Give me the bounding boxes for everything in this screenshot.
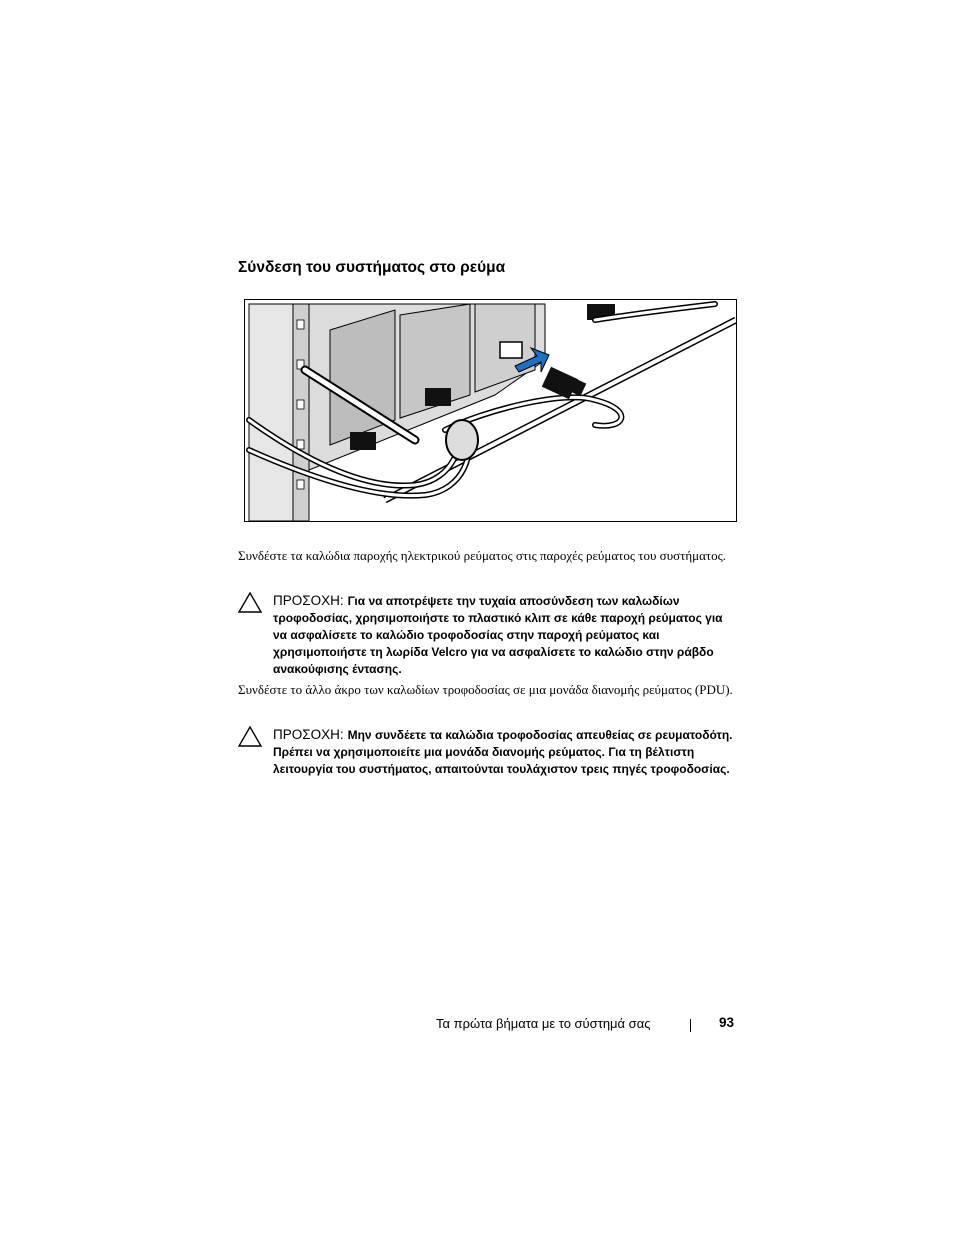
plug-2 [425, 388, 451, 406]
caution-text: Μην συνδέετε τα καλώδια τροφοδοσίας απευθείας σε ρευματοδότη. Πρέπει να χρησιμοποιείτε μια μονάδα διανομής ρεύματος. Για τη βέλτιστη λειτουργία του συστήματος, απαιτούνται τουλάχιστον τρεις πηγές τροφοδοσίας. [273, 728, 733, 776]
plug-1 [350, 432, 376, 450]
caution-notice-1 [238, 592, 738, 678]
footer-separator [690, 1019, 691, 1032]
instruction-paragraph-2: Συνδέστε το άλλο άκρο των καλωδίων τροφοδοσίας σε μια μονάδα διανομής ρεύματος (PDU). [238, 682, 733, 697]
caution-label: ΠΡΟΣΟΧΗ: [273, 727, 344, 742]
caution-triangle-icon [238, 592, 262, 613]
instruction-paragraph-1: Συνδέστε τα καλώδια παροχής ηλεκτρικού ρεύματος στις παροχές ρεύματος του συστήματος. [238, 548, 727, 563]
caution-text: Για να αποτρέψετε την τυχαία αποσύνδεση των καλωδίων τροφοδοσίας, χρησιμοποιήστε το πλαστικό κλιπ σε κάθε παροχή ρεύματος για να ασφαλίσετε το καλώδιο τροφοδοσίας στην παροχή ρεύματος και χρησιμοποιήστε τη λωρίδα Velcro για να ασφαλίσετε το καλώδιο στην ράβδο ανακούφισης έντασης. [273, 594, 723, 676]
section-heading: Σύνδεση του συστήματος στο ρεύμα [238, 259, 506, 276]
footer-chapter-title: Τα πρώτα βήματα με το σύστημά σας [436, 1016, 651, 1031]
power-connection-illustration [244, 299, 737, 522]
socket-3 [500, 342, 522, 358]
power-supplies [330, 304, 535, 445]
velcro-clip [446, 420, 478, 460]
illustration-svg [245, 300, 736, 521]
caution-notice-2 [238, 726, 738, 778]
caution-label: ΠΡΟΣΟΧΗ: [273, 593, 344, 608]
plug-being-inserted [542, 367, 587, 400]
page-number: 93 [719, 1015, 735, 1030]
caution-triangle-icon [238, 726, 262, 747]
